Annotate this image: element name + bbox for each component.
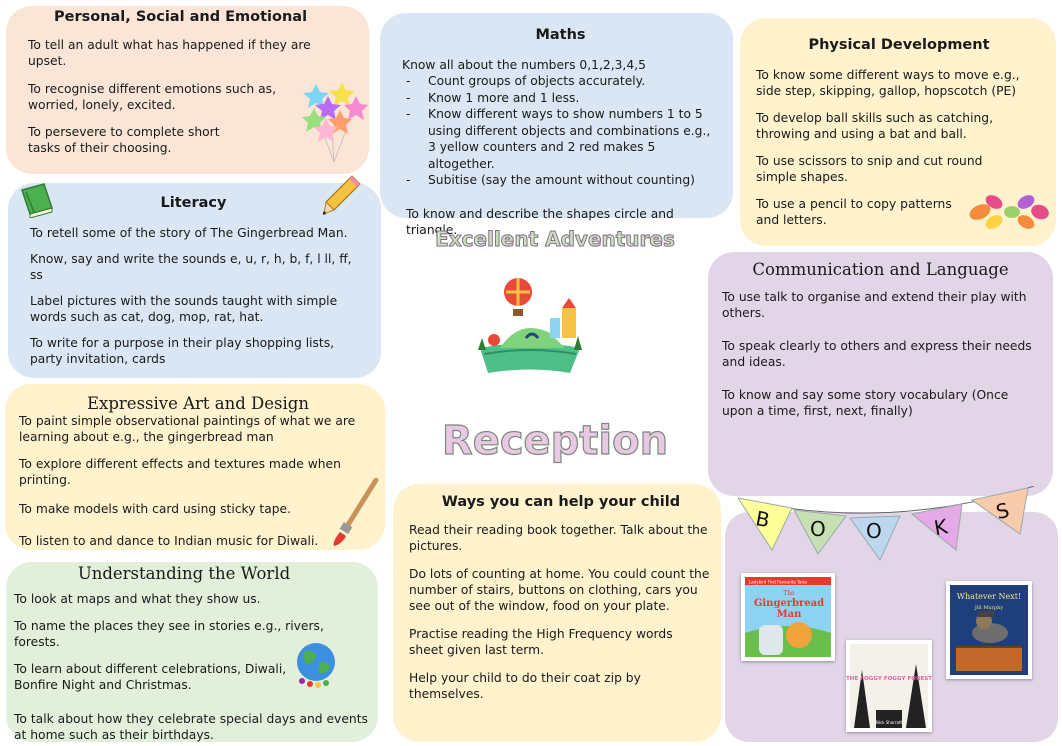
- adventure-illustration: [470, 278, 590, 378]
- expressive-line-3: To make models with card using sticky tape.: [19, 502, 292, 516]
- help-line-3: Practise reading the High Frequency words sheet given last term.: [409, 627, 673, 657]
- year-group-title: Reception: [441, 418, 669, 464]
- maths-bullet-3: - Know different ways to show numbers 1 to 5 using different objects and combinations e.g., 3 yellow counters and 2 red makes 5 altogether.: [402, 106, 719, 172]
- maths-bullet-1: - Count groups of objects accurately.: [402, 73, 719, 90]
- world-line-4: To talk about how they celebrate special days and events at home such as their birthdays.: [14, 712, 368, 742]
- communication-title: Communication and Language: [752, 260, 1009, 279]
- books-bunting: [738, 486, 1038, 576]
- bunting-letter-b: B: [753, 506, 772, 533]
- pse-panel: [6, 6, 369, 174]
- world-line-2: To name the places they see in stories e.g., rivers, forests.: [14, 619, 324, 649]
- globe-icon: [294, 640, 340, 690]
- expressive-title: Expressive Art and Design: [87, 394, 309, 413]
- bunting-letter-k: K: [932, 514, 950, 541]
- literacy-line-3: Label pictures with the sounds taught with simple words such as cat, dog, mop, rat, hat.: [30, 294, 338, 324]
- communication-line-1: To use talk to organise and extend their play with others.: [722, 290, 1027, 320]
- book-cover-gingerbread: [741, 573, 835, 661]
- help-line-4: Help your child to do their coat zip by themselves.: [409, 671, 641, 701]
- physical-line-4: To use a pencil to copy patterns and letters.: [756, 197, 952, 227]
- literacy-line-4: To write for a purpose in their play shopping lists, party invitation, cards: [30, 336, 335, 366]
- maths-bullet-4: - Subitise (say the amount without counting): [402, 172, 719, 189]
- physical-line-2: To develop ball skills such as catching, throwing and using a bat and ball.: [756, 111, 994, 141]
- pse-line-3: To persevere to complete short tasks of their choosing.: [28, 125, 220, 155]
- physical-title: Physical Development: [808, 37, 990, 53]
- whatever-title: Whatever Next!: [956, 592, 1022, 601]
- bunting-letter-s: S: [993, 497, 1012, 525]
- physical-line-3: To use scissors to snip and cut round simple shapes.: [756, 154, 983, 184]
- help-line-1: Read their reading book together. Talk about the pictures.: [409, 523, 708, 553]
- help-line-2: Do lots of counting at home. You could count the number of stairs, buttons on clothing, cars you see out of the window, food on your plate.: [409, 567, 710, 613]
- expressive-line-4: To listen to and dance to Indian music for Diwali.: [19, 534, 319, 548]
- literacy-title: Literacy: [160, 195, 227, 211]
- bunting-letter-o1: O: [810, 517, 826, 541]
- literacy-line-1: To retell some of the story of The Gingerbread Man.: [30, 226, 348, 240]
- paintbrush-icon: [330, 478, 380, 548]
- help-panel: [393, 484, 721, 742]
- maths-intro: Know all about the numbers 0,1,2,3,4,5: [402, 58, 646, 72]
- communication-panel: [708, 252, 1053, 496]
- maths-title: Maths: [535, 27, 586, 43]
- book-cover-whatever-next: [946, 581, 1032, 679]
- maths-outro: To know and describe the shapes circle and triangle.: [406, 206, 674, 237]
- physical-panel: [740, 18, 1056, 246]
- expressive-line-2: To explore different effects and textures made when printing.: [19, 457, 341, 487]
- communication-line-3: To know and say some story vocabulary (Once upon a time, first, next, finally): [722, 388, 1009, 418]
- world-line-3: To learn about different celebrations, Diwali, Bonfire Night and Christmas.: [14, 662, 287, 692]
- maths-list: [402, 73, 719, 189]
- svg-text:The: The: [783, 590, 795, 597]
- maths-bullet-2: - Know 1 more and 1 less.: [402, 90, 719, 107]
- world-panel: [6, 562, 378, 742]
- world-title: Understanding the World: [77, 564, 291, 583]
- expressive-line-1: To paint simple observational paintings of what we are learning about e.g., the gingerbread man: [19, 414, 356, 444]
- help-title: Ways you can help your child: [441, 494, 681, 510]
- physical-line-1: To know some different ways to move e.g., side step, skipping, gallop, hopscotch (PE): [756, 68, 1020, 98]
- svg-text:Gingerbread: Gingerbread: [753, 598, 825, 609]
- pse-line-1: To tell an adult what has happened if they are upset.: [28, 38, 311, 68]
- expressive-panel: [5, 384, 385, 550]
- book-icon: [18, 180, 56, 218]
- balloons-icon: [302, 82, 368, 164]
- literacy-line-2: Know, say and write the sounds e, u, r, h, b, f, l ll, ff, ss: [30, 252, 352, 282]
- foggy-author: Nick Sharratt: [875, 720, 903, 725]
- world-line-1: To look at maps and what they show us.: [14, 592, 261, 606]
- foggy-title: THE FOGGY FOGGY FOREST: [846, 676, 932, 682]
- theme-heading: Excellent Adventures: [435, 227, 675, 251]
- pencil-icon: [322, 174, 362, 216]
- whatever-author: Jill Murphy: [974, 605, 1004, 611]
- svg-text:Man: Man: [776, 609, 802, 620]
- maths-panel: [380, 13, 733, 237]
- book-cover-foggy: [846, 640, 932, 732]
- gingerbread-series: Ladybird First Favourite Tales: [749, 579, 807, 585]
- pse-title: Personal, Social and Emotional: [54, 9, 308, 25]
- footprints-icon: [968, 188, 1050, 236]
- communication-line-2: To speak clearly to others and express their needs and ideas.: [722, 339, 1032, 369]
- pse-line-2: To recognise different emotions such as, worried, lonely, excited.: [28, 82, 276, 112]
- bunting-letter-o2: O: [866, 519, 882, 543]
